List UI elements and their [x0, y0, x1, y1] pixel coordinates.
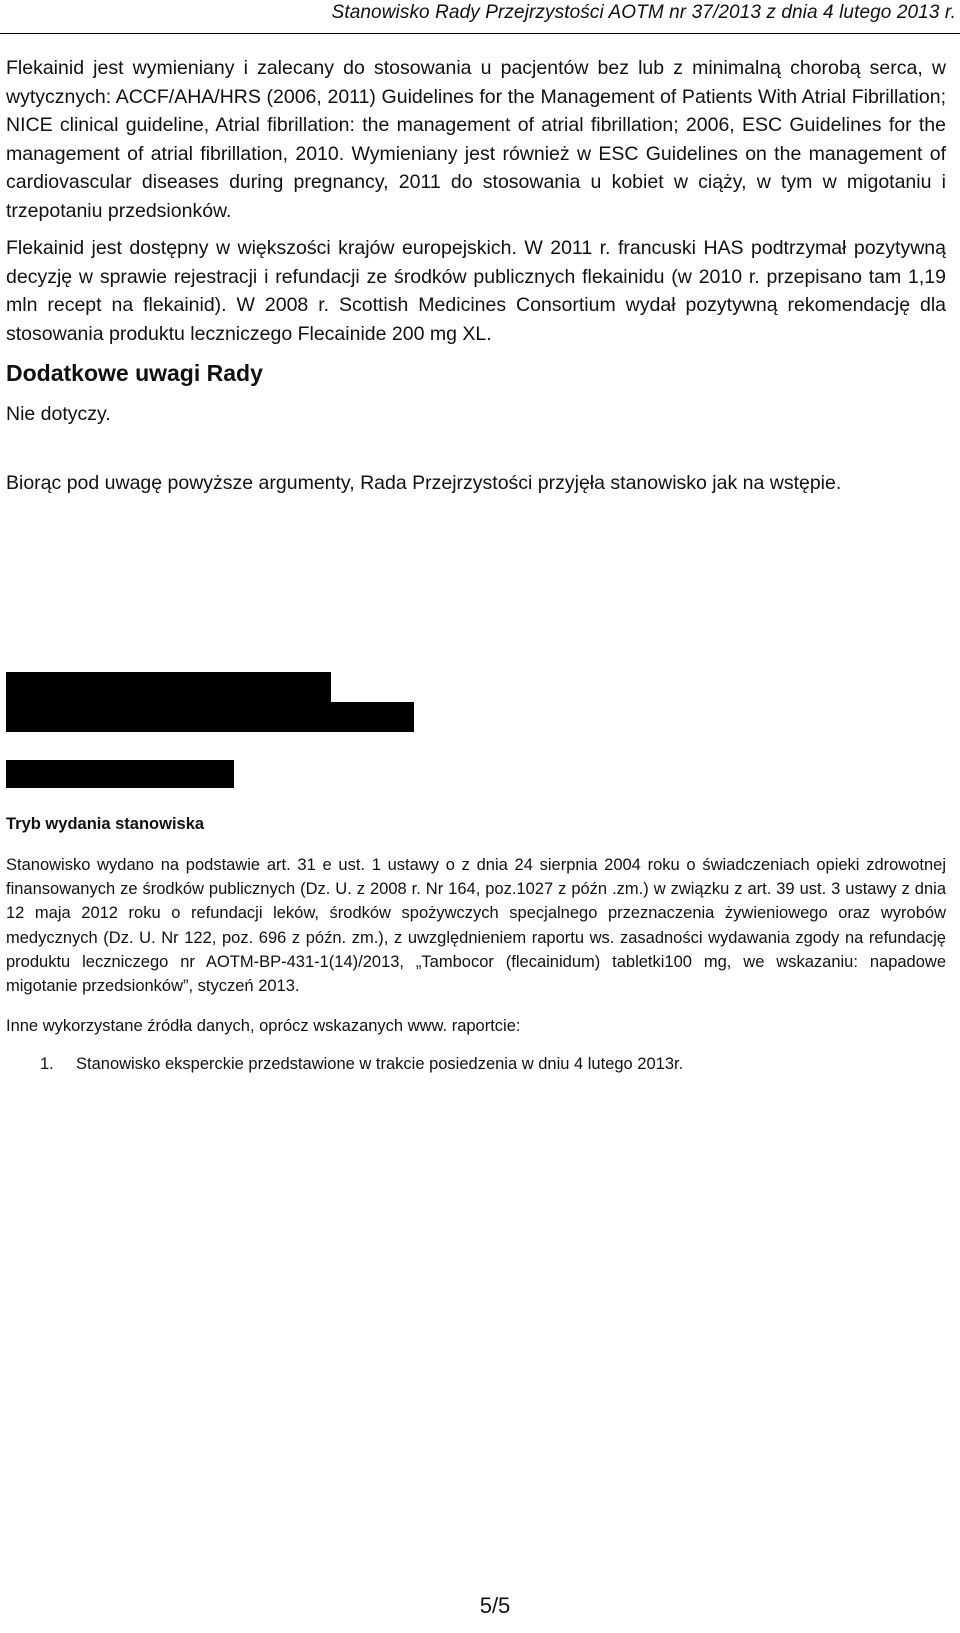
header-divider	[0, 33, 960, 34]
paragraph-availability: Flekainid jest dostępny w większości krajów europejskich. W 2011 r. francuski HAS podtrzymał pozytywną decyzję w sprawie rejestracji i refundacji ze środków publicznych flekainidu (w 2010 r. przepisano tam 1,19 mln recept na flekainid). W 2008 r. Scottish Medicines Consortium wydał pozytywną rekomendację dla stosowania produktu leczniczego Flecainide 200 mg XL.	[6, 237, 946, 345]
sources-list	[40, 1055, 683, 1074]
section-heading-mode: Tryb wydania stanowiska	[6, 815, 205, 833]
redacted-block	[6, 672, 331, 702]
page-number: 5/5	[479, 1593, 511, 1618]
section-heading-additional-remarks: Dodatkowe uwagi Rady	[6, 360, 263, 386]
redacted-block	[6, 702, 414, 732]
additional-remarks-text: Nie dotyczy.	[6, 403, 111, 425]
list-item-number: 1.	[40, 1055, 54, 1073]
sources-intro-text: Inne wykorzystane źródła danych, oprócz wskazanych www. raportcie:	[6, 1017, 521, 1035]
list-item	[40, 1055, 683, 1074]
redacted-block	[6, 760, 234, 788]
conclusion-text: Biorąc pod uwagę powyższe argumenty, Rada Przejrzystości przyjęła stanowisko jak na wstępie.	[6, 472, 842, 494]
page-header-title: Stanowisko Rady Przejrzystości AOTM nr 37/2013 z dnia 4 lutego 2013 r.	[331, 2, 956, 23]
list-item-text: Stanowisko eksperckie przedstawione w trakcie posiedzenia w dniu 4 lutego 2013r.	[76, 1055, 684, 1073]
paragraph-guidelines: Flekainid jest wymieniany i zalecany do stosowania u pacjentów bez lub z minimalną chorobą serca, w wytycznych: ACCF/AHA/HRS (2006, 2011) Guidelines for the Management of Patients With Atrial Fibrillation; NICE clinical guideline, Atrial fibrillation: the management of atrial fibrillation; 2006, ESC Guidelines for the management of atrial fibrillation, 2010. Wymieniany jest również w ESC Guidelines on the management of cardiovascular diseases during pregnancy, 2011 do stosowania u kobiet w ciąży, w tym w migotaniu i trzepotaniu przedsionków.	[6, 57, 946, 222]
mode-legal-basis-text: Stanowisko wydano na podstawie art. 31 e ust. 1 ustawy o z dnia 24 sierpnia 2004 roku o świadczeniach opieki zdrowotnej finansowanych ze środków publicznych (Dz. U. z 2008 r. Nr 164, poz.1027 z późn .zm.) w związku z art. 39 ust. 3 ustawy z dnia 12 maja 2012 roku o refundacji leków, środków spożywczych specjalnego przeznaczenia żywieniowego oraz wyrobów medycznych (Dz. U. Nr 122, poz. 696 z późn. zm.), z uwzględnieniem raportu ws. zasadności wydawania zgody na refundację produktu leczniczego nr AOTM-BP-431-1(14)/2013, „Tambocor (flecainidum) tabletki100 mg, we wskazaniu: napadowe migotanie przedsionków”, styczeń 2013.	[6, 856, 946, 996]
